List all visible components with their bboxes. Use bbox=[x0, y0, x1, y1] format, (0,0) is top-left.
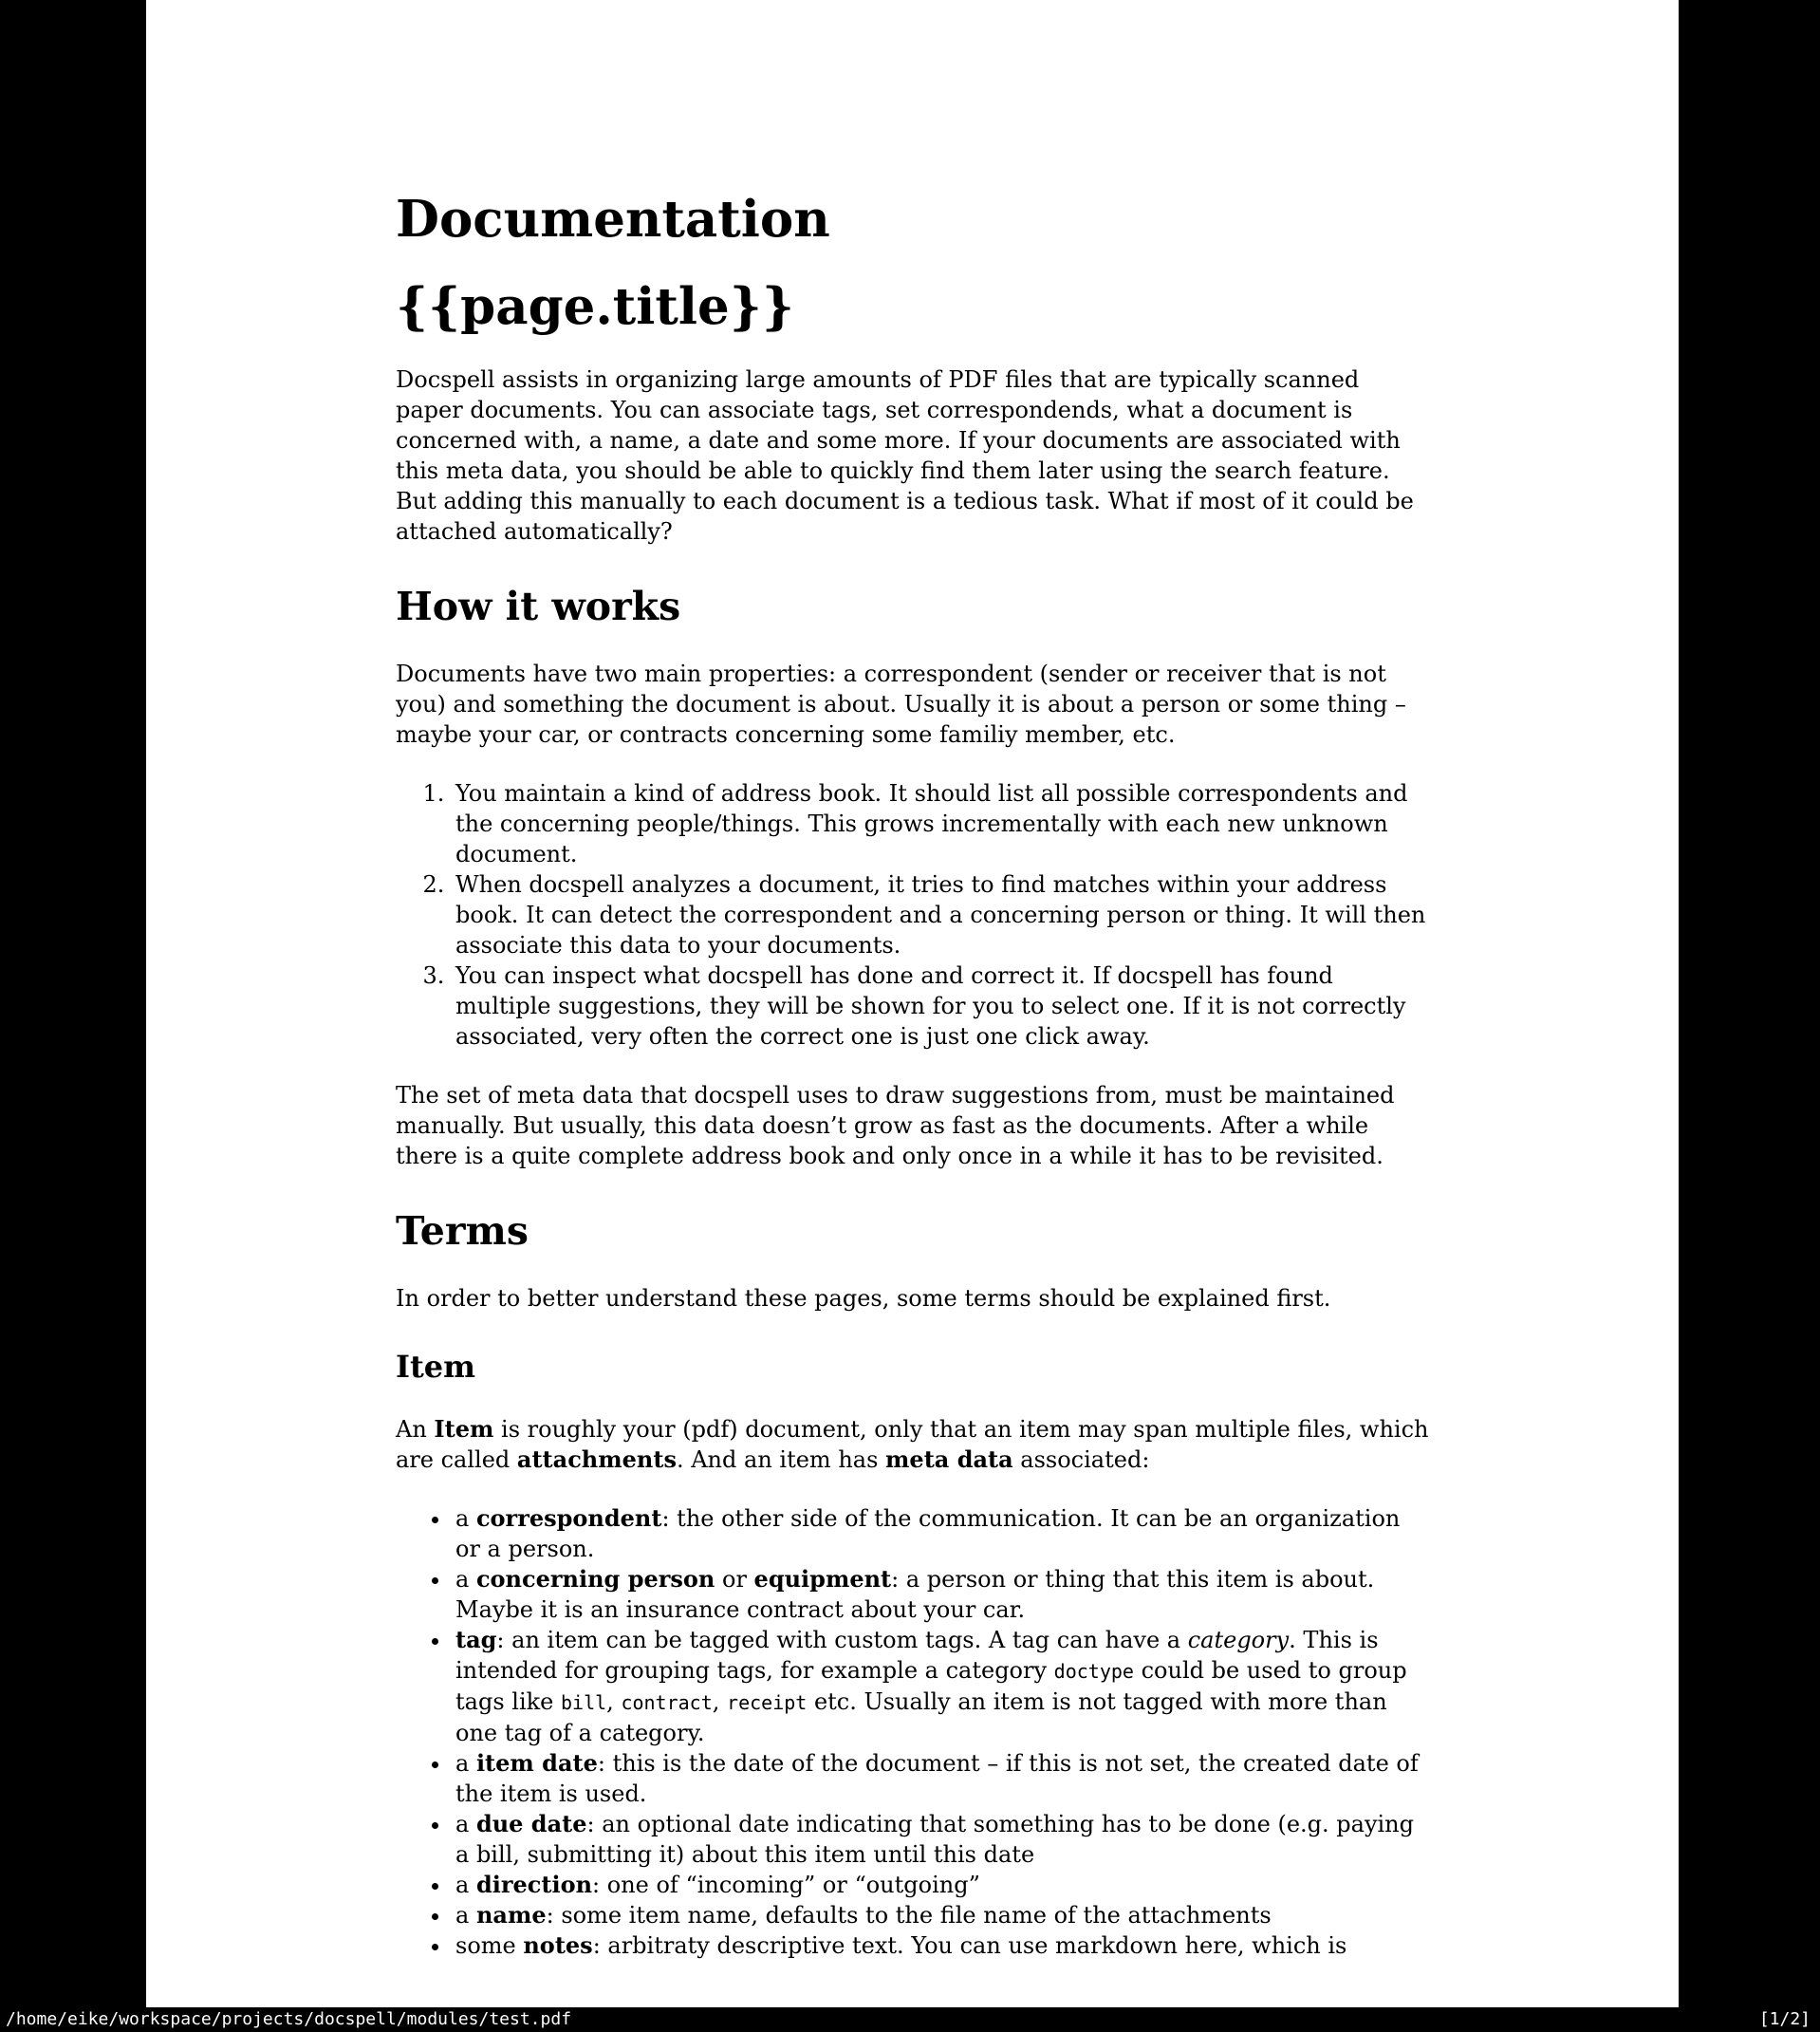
terms-intro-paragraph: In order to better understand these pages, some terms should be explained first. bbox=[396, 1285, 1331, 1312]
how-it-works-paragraph: Documents have two main properties: a correspondent (sender or receiver that is not you) and something the document is about. Usually it is about a person or some thing – maybe your car, or contracts concerning some familiy member, etc. bbox=[396, 661, 1406, 748]
list-item: • a item date: this is the date of the document – if this is not set, the created date of the item is used. bbox=[452, 1748, 1429, 1809]
status-bar bbox=[0, 2007, 1820, 2032]
document-content bbox=[146, 0, 1679, 1961]
list-item: • a direction: one of “incoming” or “outgoing” bbox=[452, 1870, 1429, 1900]
list-item: 1. You maintain a kind of address book. It should list all possible correspondents and the concerning people/things. This grows incrementally with each new unknown document. bbox=[452, 778, 1429, 869]
page-indicator: [1/2] bbox=[1758, 2008, 1811, 2029]
doc-title-documentation: Documentation bbox=[396, 190, 830, 249]
how-it-works-steps-list bbox=[396, 778, 1429, 1052]
heading-terms: Terms bbox=[396, 1208, 529, 1254]
meta-data-maintenance-paragraph: The set of meta data that docspell uses to draw suggestions from, must be maintained manually. But usually, this data doesn’t grow as fast as the documents. After a while there is a quite complete address book and only once in a while it has to be revisited. bbox=[396, 1082, 1395, 1169]
list-item: • a name: some item name, defaults to the file name of the attachments bbox=[452, 1900, 1429, 1930]
heading-how-it-works: How it works bbox=[396, 584, 681, 629]
list-item: 3. You can inspect what docspell has done and correct it. If docspell has found multiple suggestions, they will be shown for you to select one. If it is not correctly associated, very often the correct one is just one click away. bbox=[452, 960, 1429, 1052]
list-item: • a due date: an optional date indicating that something has to be done (e.g. paying a bill, submitting it) about this item until this date bbox=[452, 1809, 1429, 1870]
item-meta-data-list bbox=[396, 1503, 1429, 1961]
heading-item: Item bbox=[396, 1349, 475, 1385]
list-item: • a concerning person or equipment: a person or thing that this item is about. Maybe it is an insurance contract about your car. bbox=[452, 1564, 1429, 1625]
document-page bbox=[146, 0, 1679, 2007]
item-definition-paragraph: An Item is roughly your (pdf) document, only that an item may span multiple files, which are called attachments. And an item has meta data associated: bbox=[396, 1415, 1429, 1473]
list-item: 2. When docspell analyzes a document, it tries to find matches within your address book. It can detect the correspondent and a concerning person or thing. It will then associate this data to your documents. bbox=[452, 869, 1429, 960]
file-path-label: /home/eike/workspace/projects/docspell/modules/test.pdf bbox=[6, 2008, 572, 2029]
doc-title-page-title-placeholder: {{page.title}} bbox=[396, 277, 794, 336]
list-item: • tag: an item can be tagged with custom tags. A tag can have a category. This is intended for grouping tags, for example a category doctype could be used to group tags like bill, contract, receipt etc. Usually an item is not tagged with more than one tag of a category. bbox=[452, 1625, 1429, 1748]
list-item: • a correspondent: the other side of the communication. It can be an organization or a person. bbox=[452, 1503, 1429, 1564]
list-item: • some notes: arbitraty descriptive text. You can use markdown here, which is bbox=[452, 1930, 1429, 1961]
intro-paragraph: Docspell assists in organizing large amounts of PDF files that are typically scanned paper documents. You can associate tags, set correspondends, what a document is concerned with, a name, a date and some more. If your documents are associated with this meta data, you should be able to quickly find them later using the search feature. But adding this manually to each document is a tedious task. What if most of it could be attached automatically? bbox=[396, 366, 1414, 545]
